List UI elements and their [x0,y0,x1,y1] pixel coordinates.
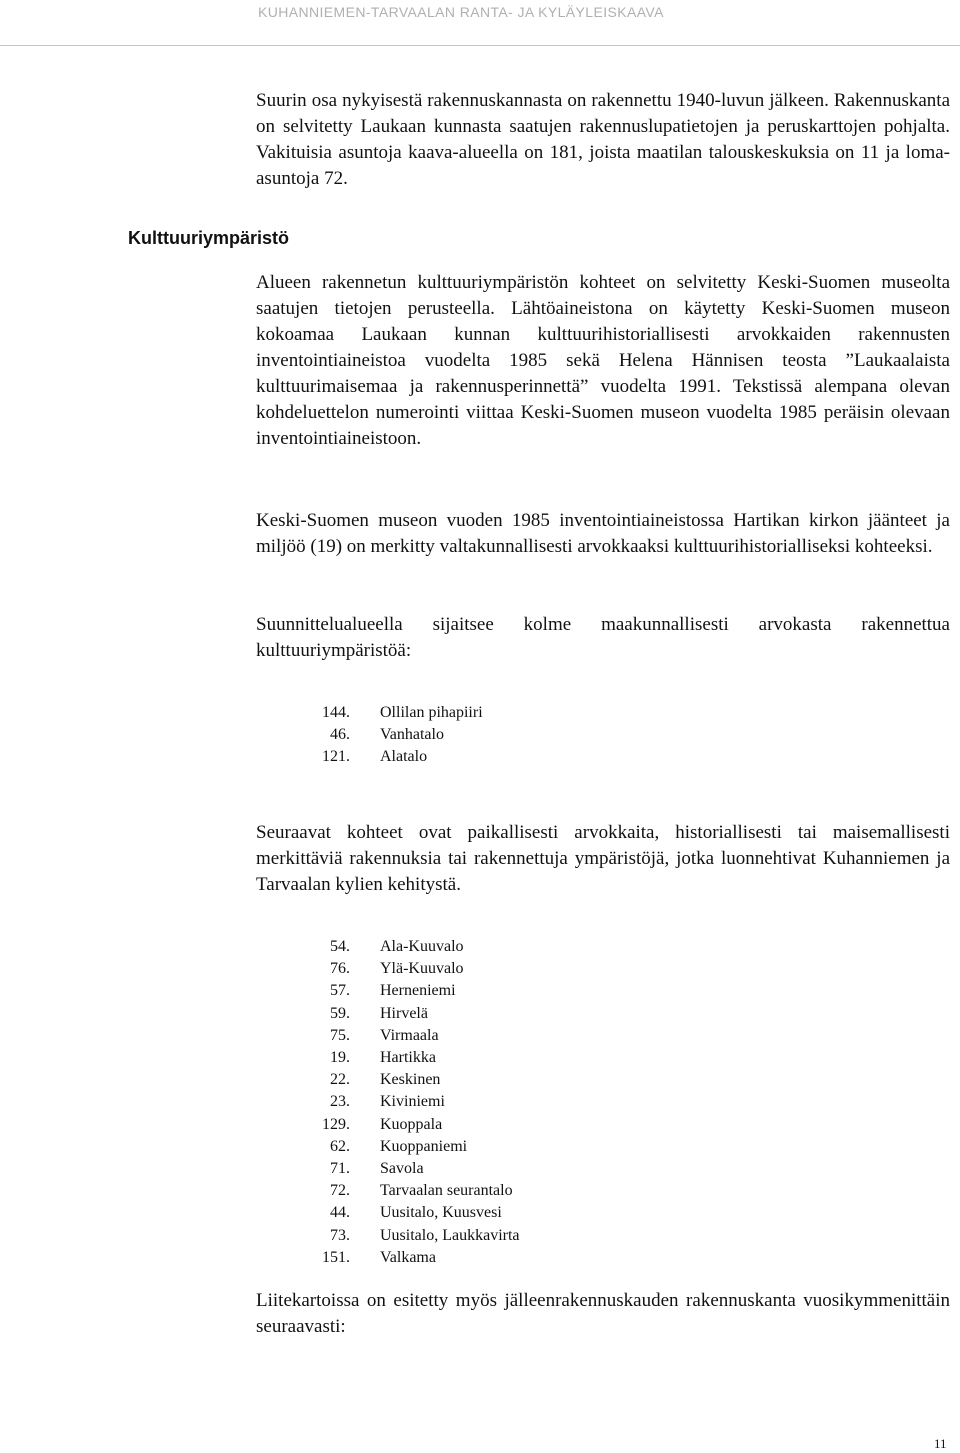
paragraph-local-intro: Seuraavat kohteet ovat paikallisesti arvokkaita, historiallisesti tai maisemallisesti merkittäviä rakennuksia tai rakennettuja ympäristöjä, jotka luonnehtivat Kuhanniemen ja Tarvaalan kylien kehitystä. [256,822,950,895]
list-item [256,936,856,958]
page-number: 11 [934,1436,947,1451]
site-name: Valkama [380,1248,436,1266]
list-item [256,1247,856,1269]
site-name: Kuoppala [380,1115,443,1133]
running-header: KUHANNIEMEN-TARVAALAN RANTA- JA KYLÄYLEISKAAVA [258,4,664,20]
site-number: 22. [330,1071,350,1089]
list-item [256,746,856,768]
site-number: 19. [330,1049,350,1067]
paragraph-appendix-maps: Liitekartoissa on esitetty myös jälleenrakennuskauden rakennuskanta vuosikymmenittäin seuraavasti: [256,1290,950,1337]
site-number: 23. [330,1093,350,1111]
list-item [256,1225,856,1247]
site-number: 72. [330,1182,350,1200]
list-item [256,1180,856,1202]
site-name: Hartikka [380,1049,436,1067]
list-item [256,1158,856,1180]
site-number: 44. [330,1204,350,1222]
paragraph-building-stock: Suurin osa nykyisestä rakennuskannasta on rakennettu 1940-luvun jälkeen. Rakennuskanta on selvitetty Laukaan kunnasta saatujen rakennuslupatietojen ja peruskarttojen pohjalta. Vakituisia asuntoja kaava-alueella on 181, joista maatilan talouskeskuksia on 11 ja loma-asuntoja 72. [256,90,950,189]
list-item [256,1114,856,1136]
paragraph-cultural-sources: Alueen rakennetun kulttuuriympäristön kohteet on selvitetty Keski-Suomen museolta saatujen tietojen perusteella. Lähtöaineistona on käytetty Keski-Suomen museon kokoamaa Laukaan kunnan kulttuurihistoriallisesti arvokkaiden rakennusten inventointiaineistoa vuodelta 1985 sekä Helena Hännisen teosta ”Laukaalaista kulttuurimaisemaa ja rakennusperinnettä” vuodelta 1991. Tekstissä alempana olevan kohdeluettelon numerointi viittaa Keski-Suomen museon vuodelta 1985 peräisin olevaan inventointiaineistoon. [256,272,950,449]
list-item [256,724,856,746]
site-name: Kuoppaniemi [380,1137,468,1155]
site-name: Vanhatalo [380,726,444,744]
site-number: 144. [322,704,350,721]
site-name: Ylä-Kuuvalo [380,960,464,978]
site-number: 71. [330,1160,350,1178]
list-item [256,702,856,724]
site-name: Savola [380,1160,424,1178]
list-item [256,1047,856,1069]
site-number: 54. [330,938,350,955]
regional-sites-list [256,702,856,769]
site-name: Uusitalo, Laukkavirta [380,1226,520,1244]
site-number: 76. [330,960,350,978]
site-name: Ala-Kuuvalo [380,938,464,955]
site-name: Herneniemi [380,982,456,1000]
site-name: Alatalo [380,748,428,766]
site-name: Uusitalo, Kuusvesi [380,1204,502,1222]
site-number: 129. [322,1115,350,1133]
local-sites-list [256,936,856,1269]
site-number: 121. [322,748,350,766]
site-number: 57. [330,982,350,1000]
site-name: Ollilan pihapiiri [380,704,483,721]
list-item [256,1003,856,1025]
site-name: Tarvaalan seurantalo [380,1182,513,1200]
site-number: 75. [330,1026,350,1044]
list-item [256,1025,856,1047]
site-number: 62. [330,1137,350,1155]
site-name: Kiviniemi [380,1093,445,1111]
site-number: 59. [330,1004,350,1022]
list-item [256,1136,856,1158]
list-item [256,1069,856,1091]
site-name: Hirvelä [380,1004,428,1022]
site-name: Keskinen [380,1071,441,1089]
paragraph-regional-intro: Suunnittelualueella sijaitsee kolme maakunnallisesti arvokasta rakennettua kulttuuriympäristöä: [256,614,950,661]
section-label-cultural-environment: Kulttuuriympäristö [128,228,290,248]
list-item [256,980,856,1002]
site-number: 73. [330,1226,350,1244]
site-name: Virmaala [380,1026,439,1044]
list-item [256,958,856,980]
paragraph-national-site: Keski-Suomen museon vuoden 1985 inventointiaineistossa Hartikan kirkon jäänteet ja miljöö (19) on merkitty valtakunnallisesti arvokkaaksi kulttuurihistorialliseksi kohteeksi. [256,510,950,557]
list-item [256,1091,856,1113]
header-rule [0,45,960,46]
site-number: 151. [322,1248,350,1266]
list-item [256,1202,856,1224]
site-number: 46. [330,726,350,744]
